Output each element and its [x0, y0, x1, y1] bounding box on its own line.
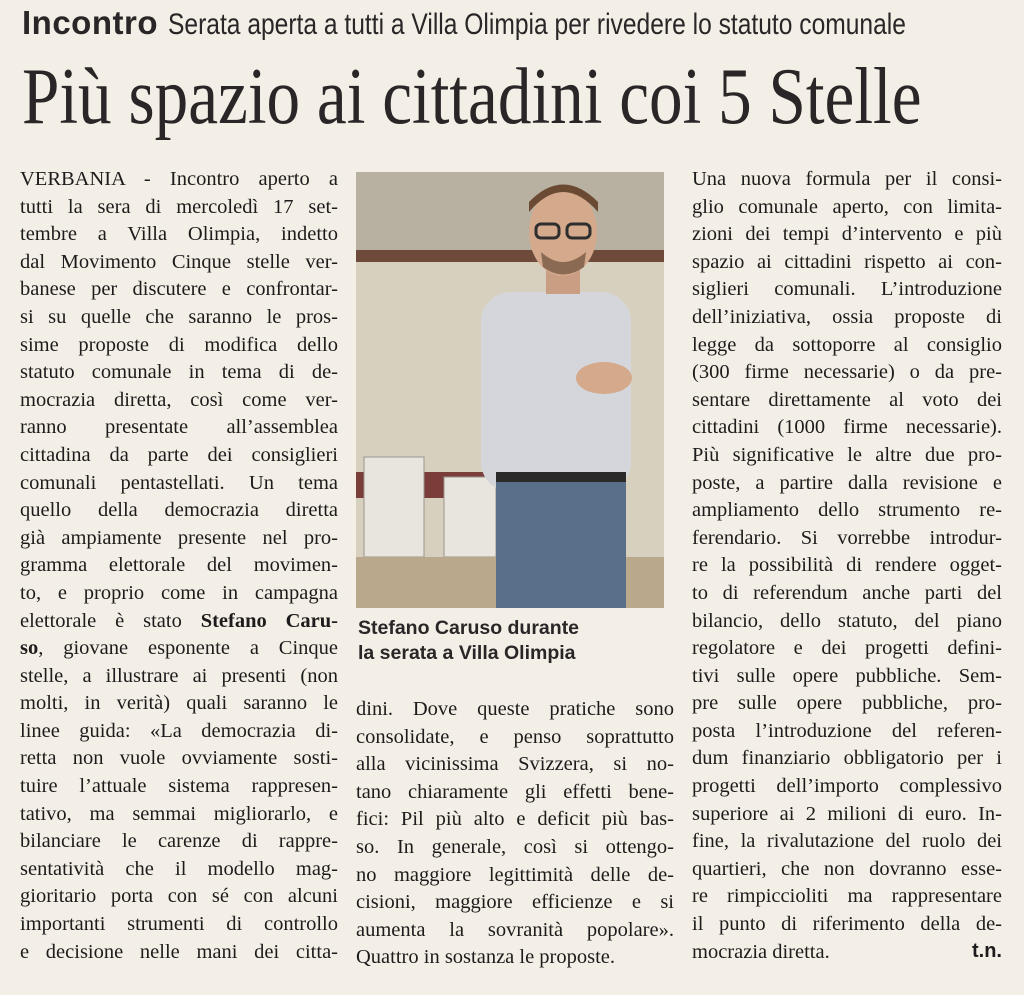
article-subtitle: Serata aperta a tutti a Villa Olimpia per rivedere lo statuto comunale [167, 8, 906, 41]
text-line: poste, a partire dalla revisione e [692, 471, 1002, 494]
text-line: statuto comunale in tema di de- [20, 361, 338, 384]
text-line: banese per discutere e confrontar- [20, 278, 338, 301]
photo-caption [358, 616, 668, 666]
text-line: to, e proprio come in campagna [20, 581, 338, 604]
text-line: superiore ai 2 milioni di euro. In- [692, 802, 1002, 825]
text-line: dum finanziario obbligatorio per i [692, 747, 1002, 770]
text-line: comunali pentastellati. Un tema [20, 471, 338, 494]
article-kicker: Incontro [22, 4, 158, 41]
text-line: stelle, a illustrare ai presenti (non [20, 664, 338, 687]
text-line: re rimpiccioliti ma rappresentare [692, 885, 1002, 908]
text-line: ranno presentate all’assemblea [20, 416, 338, 439]
text-line: ferendario. Si vorrebbe introdur- [692, 526, 1002, 549]
text-line: si su quelle che saranno le pros- [20, 305, 338, 328]
text-line: cittadina da parte dei consiglieri [20, 443, 338, 466]
caption-line: la serata a Villa Olimpia [358, 642, 576, 664]
text-line: bilancio, dello statuto, del piano [692, 609, 1002, 632]
article-column-1 [20, 166, 338, 966]
text-line: importanti strumenti di controllo [20, 913, 338, 936]
text-line: il punto di riferimento della de- [692, 913, 1002, 936]
text-line: progetti dell’importo complessivo [692, 775, 1002, 798]
text-line: retta non vuole ovviamente sosti- [20, 747, 338, 770]
text-line [20, 635, 338, 663]
text-line: dal Movimento Cinque stelle ver- [20, 250, 338, 273]
text-line: glio comunale aperto, con limita- [692, 195, 1002, 218]
text-line: aumenta la sovranità popolare». [356, 918, 674, 941]
text-line: cittadini (1000 firme necessarie). [692, 416, 1002, 439]
text-line: mocrazia diretta, così come ver- [20, 388, 338, 411]
text-line: tativo, ma semmai migliorarlo, e [20, 802, 338, 825]
text-line [20, 608, 338, 636]
text-line: legge da sottoporre al consiglio [692, 333, 1002, 356]
text-line: ampliamento dello strumento re- [692, 499, 1002, 522]
text-line: dini. Dove queste pratiche sono [356, 698, 674, 720]
article-column-3 [692, 166, 1002, 966]
text-line: Più significative le altre due pro- [692, 443, 1002, 466]
text-line: siglieri comunali. L’introduzione [692, 278, 1002, 301]
article-headline: Più spazio ai cittadini coi 5 Stelle [22, 53, 922, 141]
text-line: tivi sulle opere pubbliche. Sem- [692, 664, 1002, 687]
text-line: quello della democrazia diretta [20, 499, 338, 522]
text-line: tutti la sera di mercoledì 17 set- [20, 195, 338, 218]
text-line: gioritario porta con sé con alcuni [20, 885, 338, 908]
text-line: regolatore e dei progetti defini- [692, 637, 1002, 660]
text-line: no maggiore legittimità delle de- [356, 863, 674, 886]
text-line: mocrazia diretta. [692, 940, 830, 963]
text-line: sentatività che il modello mag- [20, 857, 338, 880]
text-line: consolidate, e penso soprattutto [356, 725, 674, 748]
text-fragment: elettorale è stato [20, 609, 182, 632]
text-line: to di referendum anche parti del [692, 581, 1002, 604]
text-line: Quattro in sostanza le proposte. [356, 946, 616, 969]
text-line: fine, la rivalutazione del ruolo dei [692, 830, 1002, 853]
text-line: sime proposte di modifica dello [20, 333, 338, 356]
person-name-end: so [20, 637, 39, 660]
text-line: bilanciare le carenze di rappre- [20, 830, 338, 853]
person-name: Stefano Caru- [200, 609, 339, 632]
text-line: pre sulle opere pubbliche, pro- [692, 692, 1002, 715]
text-line: cisioni, maggiore efficienze e si [356, 891, 674, 914]
author-signature: t.n. [972, 940, 1002, 962]
text-line: tuire l’attuale sistema rappresen- [20, 775, 338, 798]
text-line: VERBANIA - Incontro aperto a [20, 168, 338, 190]
text-fragment: , giovane esponente a Cinque [38, 637, 338, 660]
text-line: già ampiamente presente nel pro- [20, 526, 338, 549]
article-column-2 [356, 696, 674, 972]
text-line: (300 firme necessarie) o da pre- [692, 361, 1002, 384]
text-line: e decisione nelle mani dei citta- [20, 940, 338, 963]
text-line: gramma elettorale del movimen- [20, 554, 338, 577]
text-line: zioni dei tempi d’intervento e più [692, 223, 1002, 246]
article-photo [356, 172, 664, 608]
text-line: tembre a Villa Olimpia, indetto [20, 223, 338, 246]
text-line: dell’iniziativa, ossia proposte di [692, 305, 1002, 328]
text-line: alla vicinissima Svizzera, si no- [356, 753, 674, 776]
text-line: so. In generale, così si ottengo- [356, 835, 674, 858]
text-line: spazio ai cittadini rispetto ai con- [692, 250, 1002, 273]
text-line: Una nuova formula per il consi- [692, 168, 1002, 190]
text-line: molti, in verità) quali saranno le [20, 692, 338, 715]
text-line: posta l’introduzione del referen- [692, 719, 1002, 742]
text-line: sentare direttamente al voto dei [692, 388, 1002, 411]
text-line: quartieri, che non dovranno esse- [692, 857, 1002, 880]
text-line: linee guida: «La democrazia di- [20, 719, 338, 742]
caption-line: Stefano Caruso durante [358, 617, 580, 639]
text-line: tano chiaramente gli effetti bene- [356, 780, 674, 803]
text-line: re la possibilità di rendere ogget- [692, 554, 1002, 577]
text-line: fici: Pil più alto e deficit più bas- [356, 808, 674, 831]
photo-illustration [356, 172, 664, 608]
